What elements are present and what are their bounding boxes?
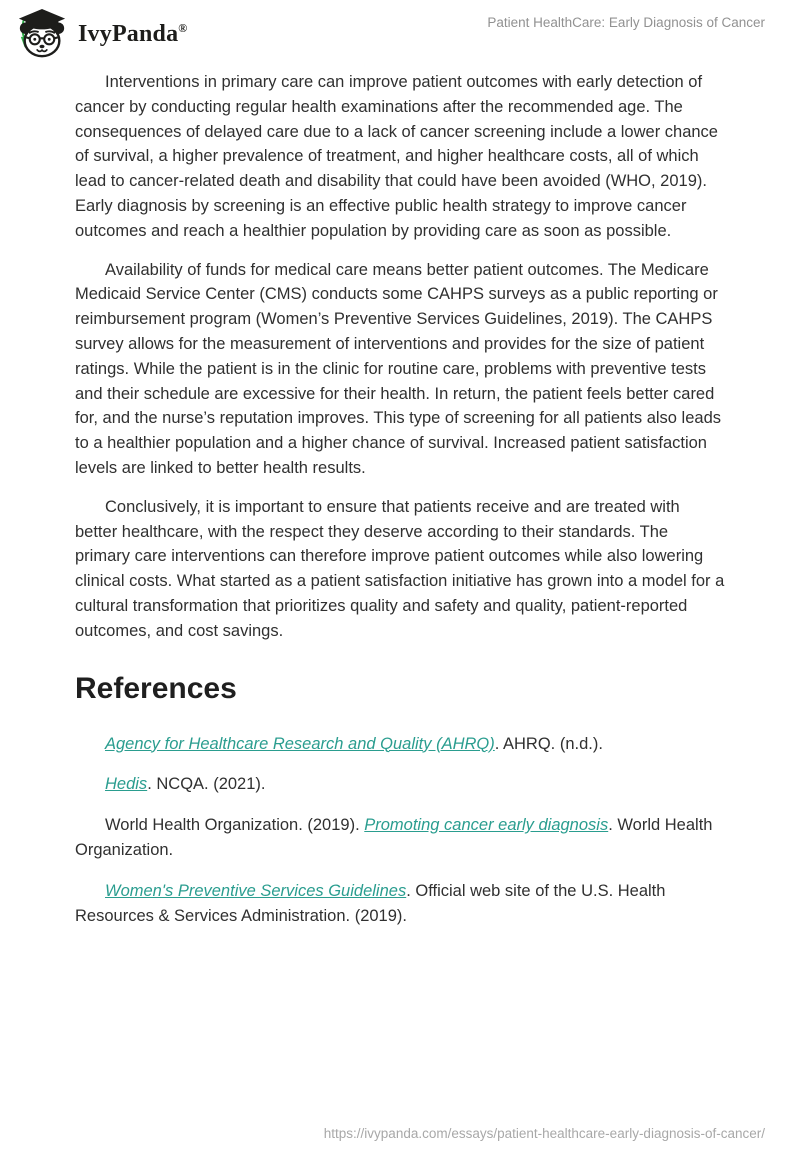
- reference-post-text: . NCQA. (2021).: [147, 775, 266, 794]
- reference-link[interactable]: Agency for Healthcare Research and Quality (AHRQ): [105, 734, 495, 753]
- essay-paragraph: Interventions in primary care can improve patient outcomes with early detection of cancer by conducting regular health examinations after the recommended age. The consequences of delayed care due to a lack of cancer screening include a lower chance of survival, a higher prevalence of treatment, and higher healthcare costs, all of which lead to cancer-related death and disability that could have been avoided (WHO, 2019). Early diagnosis by screening is an effective public health strategy to improve cancer outcomes and reach a healthier population by providing care as soon as possible.: [75, 73, 718, 240]
- essay-paragraph: Availability of funds for medical care means better patient outcomes. The Medicare Medicaid Service Center (CMS) conducts some CAHPS surveys as a public reporting or reimbursement program (Women’s Preventive Services Guidelines, 2019). The CAHPS survey allows for the measurement of interventions and provides for the size of patient ratings. While the patient is in the clinic for routine care, problems with preventive tests and their schedule are excessive for their health. In return, the patient feels better cared for, and the nurse’s reputation improves. This type of screening for all patients also leads to a healthier population and a higher chance of survival. Increased patient satisfaction levels are linked to better health results.: [75, 260, 722, 477]
- reference-item: [75, 879, 725, 929]
- source-url: https://ivypanda.com/essays/patient-healthcare-early-diagnosis-of-cancer/: [323, 1126, 765, 1141]
- brand-name: IvyPanda®: [78, 20, 188, 47]
- ivypanda-logo[interactable]: [14, 8, 187, 60]
- reference-post-text: . AHRQ. (n.d.).: [494, 734, 603, 753]
- references-heading: References: [75, 671, 237, 705]
- reference-link[interactable]: Women's Preventive Services Guidelines: [105, 881, 407, 900]
- reference-pre-text: World Health Organization. (2019).: [105, 816, 365, 835]
- references-list: [75, 732, 725, 929]
- registered-trademark: ®: [178, 20, 188, 35]
- page-header: [14, 8, 765, 60]
- essay-paragraph: Conclusively, it is important to ensure that patients receive and are treated with better healthcare, with the respect they deserve according to their standards. The primary care interventions can therefore improve patient outcomes while also lowering clinical costs. What started as a patient satisfaction initiative has grown into a model for a cultural transformation that prioritizes quality and safety and quality, patient-reported outcomes, and cost savings.: [75, 497, 725, 640]
- essay-content: [75, 70, 725, 944]
- document-title: Patient HealthCare: Early Diagnosis of Cancer: [487, 15, 765, 30]
- reference-post-text: . World Health Organization.: [75, 816, 713, 859]
- reference-item: [75, 772, 725, 797]
- reference-post-text: . Official web site of the U.S. Health Resources & Services Administration. (2019).: [75, 881, 666, 925]
- reference-link[interactable]: Promoting cancer early diagnosis: [364, 816, 609, 835]
- reference-item: [75, 813, 725, 863]
- panda-graduate-icon: [14, 8, 70, 60]
- reference-item: [75, 732, 725, 757]
- reference-link[interactable]: Hedis: [105, 775, 148, 794]
